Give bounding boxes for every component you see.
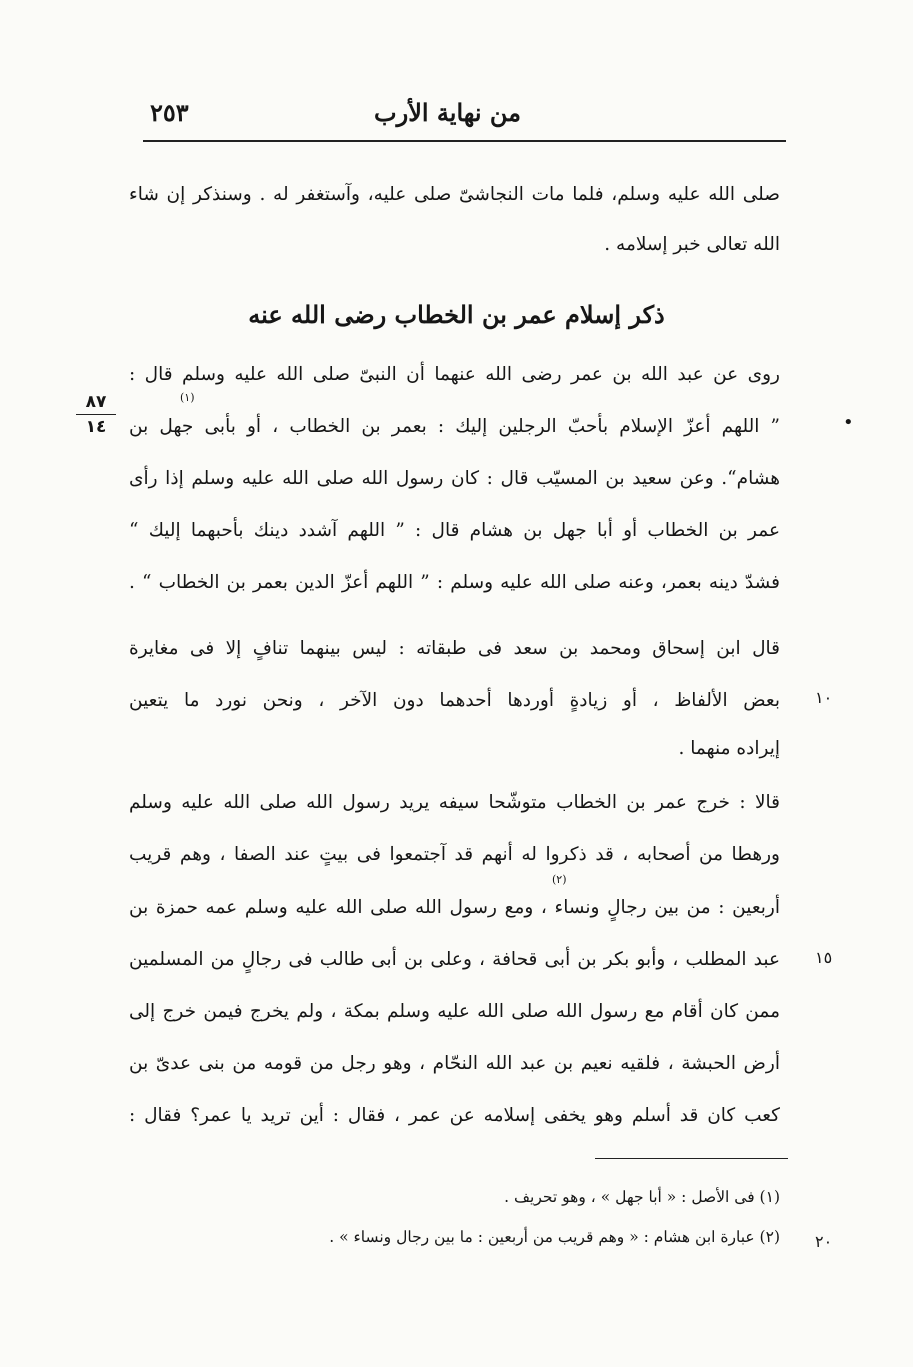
text-line: الله تعالى خبر إسلامه . [604,234,780,255]
margin-bullet: • [843,412,854,433]
footnote: (٢) عبارة ابن هشام : « وهم قريب من أربعين : ما بين رجال ونساء » . [329,1228,780,1246]
header-rule [143,140,786,142]
text-line: قال ابن إسحاق ومحمد بن سعد فى طبقاته : ليس بينهما تنافٍ إلا فى مغايرة [129,638,780,659]
running-header-title: من نهاية الأرب [374,98,521,127]
footnote-marker: (١) [180,391,195,404]
margin-line-number: ١٠ [815,688,833,707]
footnote: (١) فى الأصل : « أبا جهل » ، وهو تحريف . [504,1188,780,1206]
text-line: ممن كان أقام مع رسول الله صلى الله عليه وسلم بمكة ، ولم يخرج فيمن خرج إلى [129,1001,780,1022]
text-line: هشام“. وعن سعيد بن المسيّب قال : كان رسول الله صلى الله عليه وسلم إذا رأى [129,468,780,489]
text-line: قالا : خرج عمر بن الخطاب متوشّحا سيفه يريد رسول الله صلى الله عليه وسلم [129,792,780,813]
text-line: أرض الحبشة ، فلقيه نعيم بن عبد الله النحّام ، وهو رجل من قومه من بنى عدىّ بن [129,1053,780,1074]
page-number: ٢٥٣ [150,98,189,127]
margin-line-number: ١٥ [815,948,833,967]
margin-reference [72,392,120,437]
text-line: بعض الألفاظ ، أو زيادةٍ أوردها أحدهما دون الآخر ، ونحن نورد ما يتعين [129,690,780,711]
footnote-marker: (٢) [552,873,567,886]
margin-reference-top: ٨٧ [85,392,107,412]
margin-reference-rule [76,414,116,415]
footnote-rule [595,1158,788,1159]
text-line: عبد المطلب ، وأبو بكر بن أبى قحافة ، وعلى بن أبى طالب فى رجالٍ من المسلمين [129,949,780,970]
margin-line-number: ٢٠ [815,1232,833,1251]
text-line: ورهطا من أصحابه ، قد ذكروا له أنهم قد آجتمعوا فى بيتٍ عند الصفا ، وهم قريب [129,844,780,865]
text-line: عمر بن الخطاب أو أبا جهل بن هشام قال : ” اللهم آشدد دينك بأحبهما إليك “ [129,520,780,541]
text-line: أربعين : من بين رجالٍ ونساء ، ومع رسول الله صلى الله عليه وسلم عمه حمزة بن [129,897,780,918]
text-line: فشدّ دينه بعمر، وعنه صلى الله عليه وسلم : ” اللهم أعزّ الدين بعمر بن الخطاب “ . [129,572,780,593]
section-heading: ذكر إسلام عمر بن الخطاب رضى الله عنه [248,300,665,329]
text-line: روى عن عبد الله بن عمر رضى الله عنهما أن النبىّ صلى الله عليه وسلم قال : [129,364,780,385]
text-line: صلى الله عليه وسلم، فلما مات النجاشىّ صلى عليه، وآستغفر له . وسنذكر إن شاء [129,184,780,205]
margin-reference-bottom: ١٤ [85,417,107,437]
text-line: ” اللهم أعزّ الإسلام بأحبّ الرجلين إليك : بعمر بن الخطاب ، أو بأبى جهل بن [129,416,780,437]
text-line: إيراده منهما . [678,738,780,759]
text-line: كعب كان قد أسلم وهو يخفى إسلامه عن عمر ، فقال : أين تريد يا عمر؟ فقال : [129,1105,780,1126]
